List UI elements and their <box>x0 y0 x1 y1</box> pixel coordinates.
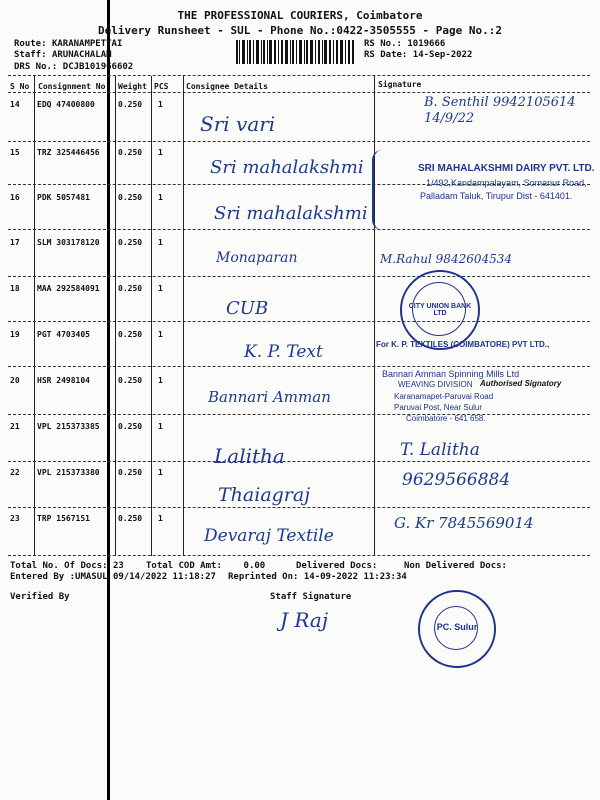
row-consignment: MAA 292584091 <box>37 284 100 293</box>
row-weight: 0.250 <box>118 422 143 431</box>
row-consignee-handwriting: K. P. Text <box>244 342 323 362</box>
row-sno: 19 <box>10 330 20 339</box>
rs-no-field <box>364 39 445 49</box>
row-sno: 21 <box>10 422 20 431</box>
cod-value: 0.00 <box>243 561 266 571</box>
row-sno: 16 <box>10 193 20 202</box>
row-divider <box>8 366 590 367</box>
row-weight: 0.250 <box>118 468 143 477</box>
total-docs-value: 23 <box>112 561 124 571</box>
row-signature-handwriting: M.Rahul 9842604534 <box>380 252 513 266</box>
row-weight: 0.250 <box>118 284 143 293</box>
rs-date-label: RS Date: <box>364 50 408 60</box>
non-delivered-docs-label: Non Delivered Docs: <box>404 561 507 571</box>
drs-value: DCJB101966602 <box>62 62 134 72</box>
col-divider <box>183 76 184 556</box>
row-consignee-handwriting: Sri mahalakshmi <box>210 157 364 178</box>
col-header-consignee: Consignee Details <box>186 82 268 91</box>
row-divider <box>8 141 590 142</box>
row-sno: 23 <box>10 514 20 523</box>
col-header-signature: Signature <box>378 80 422 89</box>
row-weight: 0.250 <box>118 514 143 523</box>
row-pcs: 1 <box>158 238 163 247</box>
col-header-pcs: PCS <box>154 82 169 91</box>
row-sno: 17 <box>10 238 20 247</box>
route-label: Route: <box>14 39 47 49</box>
row-consignment: SLM 303178120 <box>37 238 100 247</box>
signature-bracket <box>372 150 394 230</box>
row-sno: 14 <box>10 100 20 109</box>
row-divider <box>8 414 590 415</box>
stamp-mahalakshmi-name: SRI MAHALAKSHMI DAIRY PVT. LTD. <box>418 163 595 174</box>
row-weight: 0.250 <box>118 193 143 202</box>
staff-signature-label: Staff Signature <box>270 592 352 602</box>
row-sno: 20 <box>10 376 20 385</box>
row-consignment: EDQ 47400800 <box>37 100 95 109</box>
stamp-mahalakshmi-address: 1/492,Kandampalayam, Somanur Road, <box>426 178 587 188</box>
total-docs <box>10 561 124 571</box>
row-consignee-handwriting: Thaiagraj <box>218 484 311 506</box>
row-divider <box>8 321 590 322</box>
stamp-pc-sulur <box>418 590 496 668</box>
row-consignment: VPL 215373385 <box>37 422 100 431</box>
row-pcs: 1 <box>158 468 163 477</box>
col-divider <box>115 76 116 556</box>
row-sno: 22 <box>10 468 20 477</box>
verified-by-label: Verified By <box>10 592 70 602</box>
row-signature-handwriting: T. Lalitha <box>400 440 480 460</box>
col-header-sno: S No <box>10 82 30 91</box>
row-pcs: 1 <box>158 330 163 339</box>
staff-label: Staff: <box>14 50 47 60</box>
row-consignee-handwriting: Devaraj Textile <box>204 526 334 546</box>
row-weight: 0.250 <box>118 376 143 385</box>
row-sno: 18 <box>10 284 20 293</box>
delivered-docs-label: Delivered Docs: <box>296 561 378 571</box>
row-consignee-handwriting: Sri vari <box>200 112 276 136</box>
row-consignment: TRZ 325446456 <box>37 148 100 157</box>
col-divider <box>34 76 35 556</box>
rs-no-label: RS No.: <box>364 39 402 49</box>
stamp-cub-text: CITY UNION BANK LTD <box>408 303 472 317</box>
staff-signature-handwriting: J Raj <box>280 608 329 632</box>
row-pcs: 1 <box>158 376 163 385</box>
total-docs-label: Total No. Of Docs: <box>10 561 108 571</box>
reprinted-on: Reprinted On: 14-09-2022 11:23:34 <box>228 572 407 582</box>
rs-date-value: 14-Sep-2022 <box>412 50 473 60</box>
row-consignee-handwriting: Bannari Amman <box>208 388 331 406</box>
row-consignment: VPL 215373380 <box>37 468 100 477</box>
page-title: THE PROFESSIONAL COURIERS, Coimbatore <box>177 9 423 22</box>
row-weight: 0.250 <box>118 148 143 157</box>
stamp-mahalakshmi-district: Palladam Taluk, Tirupur Dist - 641401. <box>420 191 573 201</box>
route-field <box>14 39 122 49</box>
table-bottom-border <box>8 555 590 556</box>
route-value: KARANAMPETTAI <box>51 39 123 49</box>
row-sno: 15 <box>10 148 20 157</box>
row-consignment: PDK 5057481 <box>37 193 90 202</box>
staff-value: ARUNACHALAM <box>51 50 112 60</box>
drs-label: DRS No.: <box>14 62 58 72</box>
table-top-border <box>8 75 590 76</box>
stamp-bannari-road: Karanamapet-Paruvai Road <box>394 392 494 401</box>
barcode <box>236 40 354 64</box>
rs-no-value: 1019666 <box>407 39 446 49</box>
row-divider <box>8 461 590 462</box>
row-signature-handwriting: G. Kr 7845569014 <box>394 514 534 532</box>
page-subtitle: Delivery Runsheet - SUL - Phone No.:0422-3505555 - Page No.:2 <box>98 24 502 37</box>
col-divider <box>151 76 152 556</box>
total-cod <box>146 561 265 571</box>
stamp-bannari-division: WEAVING DIVISION <box>398 380 473 389</box>
row-consignment: PGT 4703405 <box>37 330 90 339</box>
col-header-weight: Weight <box>118 82 147 91</box>
row-pcs: 1 <box>158 193 163 202</box>
row-pcs: 1 <box>158 514 163 523</box>
row-divider <box>8 229 590 230</box>
row-weight: 0.250 <box>118 100 143 109</box>
row-pcs: 1 <box>158 284 163 293</box>
stamp-cub <box>400 270 480 350</box>
table-header-border <box>8 92 590 93</box>
cod-label: Total COD Amt: <box>146 561 222 571</box>
stamp-bannari-post: Paruvai Post, Near Sulur <box>394 403 483 412</box>
stamp-bannari-city: Coimbatore - 641 658. <box>406 414 486 423</box>
row-weight: 0.250 <box>118 330 143 339</box>
col-divider <box>374 76 375 556</box>
stamp-bannari-name: Bannari Amman Spinning Mills Ltd <box>382 369 520 379</box>
stamp-kp-textiles: For K. P. TEXTILES (COIMBATORE) PVT LTD., <box>376 340 550 349</box>
row-pcs: 1 <box>158 148 163 157</box>
row-divider <box>8 507 590 508</box>
stamp-pc-text: PC. Sulur <box>436 622 478 632</box>
rs-date-field <box>364 50 472 60</box>
row-signature-handwriting: 9629566884 <box>402 470 511 490</box>
row-signature-handwriting: B. Senthil 9942105614 14/9/22 <box>424 95 576 126</box>
stamp-kp-authorised: Authorised Signatory <box>480 379 562 388</box>
row-weight: 0.250 <box>118 238 143 247</box>
staff-field <box>14 50 112 60</box>
row-consignee-handwriting: Monaparan <box>216 250 298 266</box>
row-pcs: 1 <box>158 422 163 431</box>
row-consignee-handwriting: Sri mahalakshmi <box>214 203 368 224</box>
row-pcs: 1 <box>158 100 163 109</box>
row-divider <box>8 276 590 277</box>
row-consignment: HSR 2498104 <box>37 376 90 385</box>
drs-field <box>14 62 133 72</box>
row-consignment: TRP 1567151 <box>37 514 90 523</box>
entered-by: Entered By :UMASUL 09/14/2022 11:18:27 <box>10 572 216 582</box>
col-header-consignment: Consignment No <box>38 82 106 91</box>
scan-edge-line <box>107 0 110 800</box>
row-consignee-handwriting: Lalitha <box>214 444 285 468</box>
row-consignee-handwriting: CUB <box>226 298 269 319</box>
